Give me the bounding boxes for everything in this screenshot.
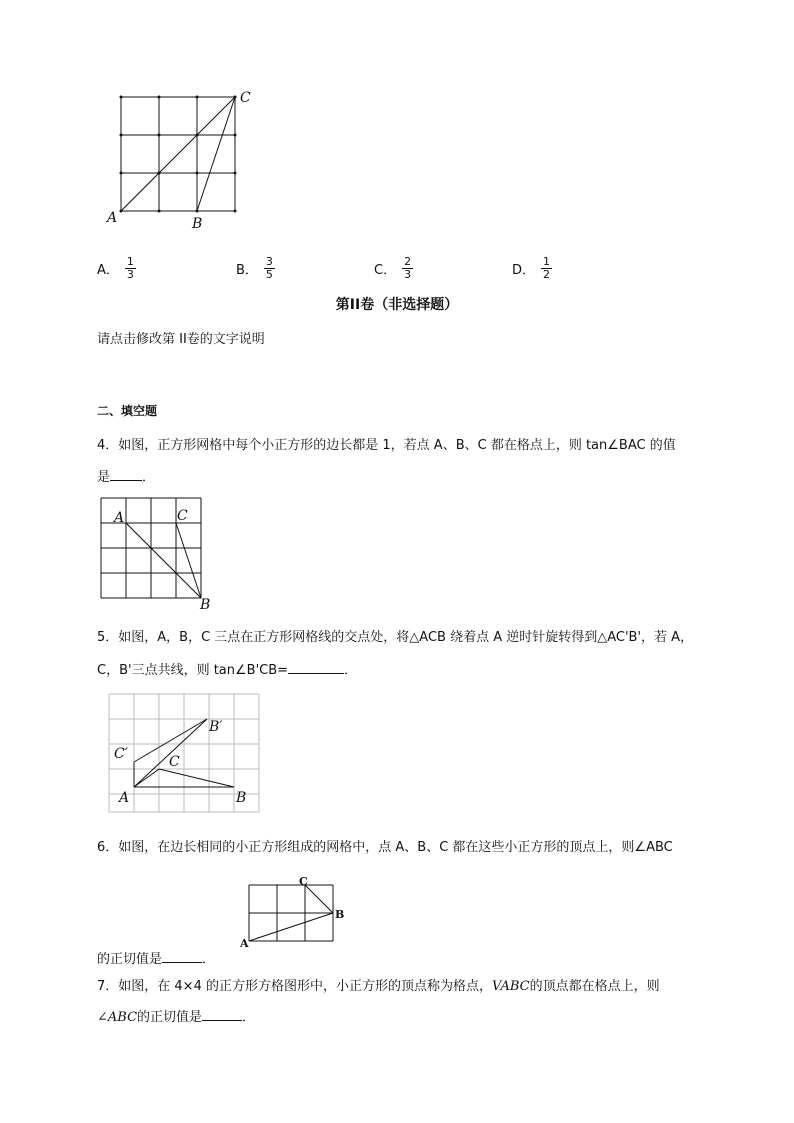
q7-line-1: [97, 975, 660, 994]
q5-line-1: 5．如图，A，B，C 三点在正方形网格线的交点处，将△ACB 绕着点 A 逆时针旋转得到△AC'B'，若 A，: [97, 630, 694, 645]
q7-mid: 的正切值是: [137, 1010, 203, 1025]
q6-line-1: 6．如图，在边长相同的小正方形组成的网格中，点 A、B、C 都在这些小正方形的顶点上，则∠ABC: [97, 840, 673, 855]
fig5-label-c: C: [169, 754, 180, 770]
fig1-label-b: B: [192, 216, 203, 232]
fig4-label-b: B: [200, 597, 211, 613]
q6-prefix: 的正切值是: [97, 952, 163, 967]
q4-line-1: 4．如图，正方形网格中每个小正方形的边长都是 1，若点 A、B、C 都在格点上，则 tan∠BAC 的值: [97, 438, 676, 453]
q7-answer-blank[interactable]: [202, 1008, 242, 1021]
option-c-numerator: 2: [404, 255, 412, 268]
option-a-letter: A．: [97, 263, 119, 278]
fig5-label-b-prime: B′: [209, 719, 223, 735]
q6-answer-blank[interactable]: [162, 950, 202, 963]
section-title: 第II卷（非选择题）: [335, 297, 459, 313]
q5-prefix: C，B'三点共线，则 tan∠B'CB=: [97, 663, 289, 678]
option-b-numerator: 3: [265, 255, 273, 268]
fig6-label-a: A: [240, 937, 249, 950]
fig6-label-c: C: [299, 875, 308, 888]
fig1-label-c: C: [240, 90, 251, 106]
option-d-letter: D．: [512, 263, 536, 278]
fig5-label-b: B: [236, 790, 247, 806]
q7-triangle-math: VABC: [491, 979, 530, 994]
fig5-label-a: A: [119, 790, 130, 806]
q7-line-2: [97, 1006, 255, 1025]
q7-suffix: 的顶点都在格点上，则: [529, 979, 660, 994]
q5-suffix: ．: [344, 663, 358, 678]
option-d-denominator: 2: [543, 268, 551, 281]
fig4-label-a: A: [114, 510, 125, 526]
q6-line-2: [97, 948, 215, 967]
fig5-label-c-prime: C′: [114, 746, 128, 762]
option-b-letter: B．: [236, 263, 258, 278]
q6-suffix: ．: [202, 952, 216, 967]
q7-end: ．: [242, 1010, 256, 1025]
option-a-denominator: 3: [126, 268, 134, 281]
fig1-label-a: A: [107, 210, 118, 226]
option-d-numerator: 1: [543, 255, 551, 268]
option-b-denominator: 5: [265, 268, 273, 281]
q4-prefix: 是: [97, 470, 111, 485]
section-note: 请点击修改第 II卷的文字说明: [97, 332, 265, 347]
fig6-label-b: B: [335, 908, 345, 921]
fig4-label-c: C: [177, 508, 188, 524]
q7-prefix: 7．如图，在 4×4 的正方形方格图形中，小正方形的顶点称为格点，: [97, 979, 492, 994]
option-a-numerator: 1: [126, 255, 134, 268]
q4-suffix: ．: [142, 470, 156, 485]
option-c-letter: C．: [374, 263, 397, 278]
option-c-denominator: 3: [404, 268, 412, 281]
q7-angle-math: ∠ABC: [97, 1010, 138, 1025]
part-heading: 二、填空题: [97, 404, 158, 418]
